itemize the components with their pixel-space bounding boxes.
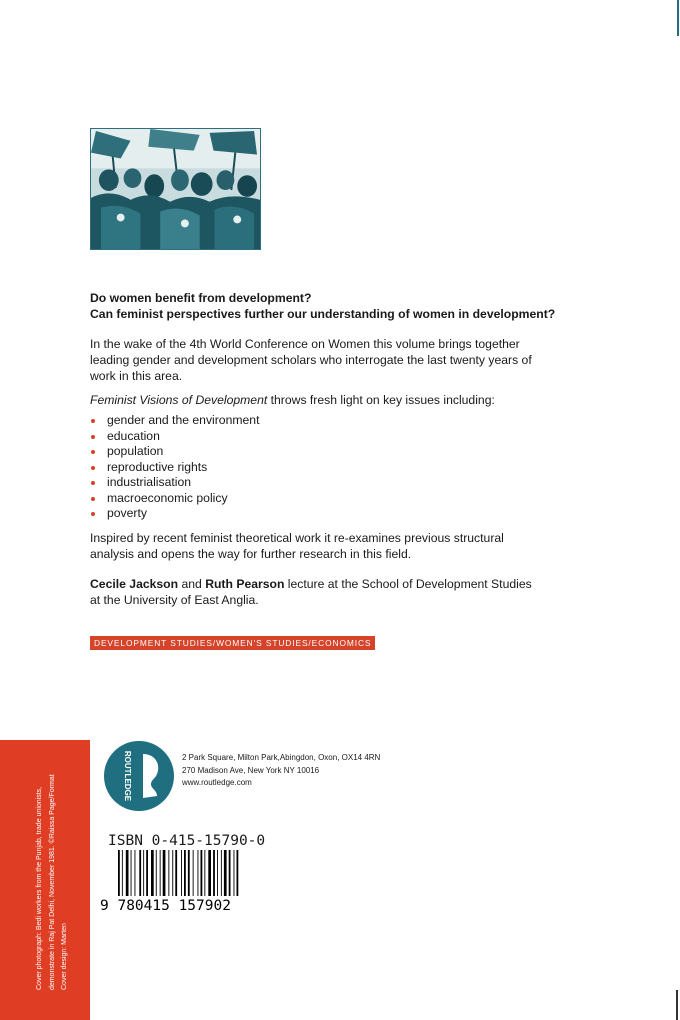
publisher-address-us: 270 Madison Ave, New York NY 10016 bbox=[182, 765, 320, 775]
issues-list bbox=[90, 413, 259, 522]
lead-questions bbox=[90, 290, 560, 322]
barcode-graphic bbox=[100, 850, 256, 912]
question-1: Do women benefit from development? bbox=[90, 291, 312, 305]
list-item: gender and the environment bbox=[90, 413, 259, 429]
credit-line: Cover photograph: Bedi workers from the Punjab, trade unionists, bbox=[36, 786, 43, 990]
bullet-icon bbox=[91, 512, 95, 516]
routledge-logo-icon bbox=[103, 740, 175, 812]
book-title: Feminist Visions of Development bbox=[90, 393, 268, 407]
intro-paragraph: In the wake of the 4th World Conference on Women this volume brings together leading gender and development scholars who interrogate the last twenty years of work in this area. bbox=[90, 337, 532, 383]
inspired-paragraph: Inspired by recent feminist theoretical work it re-examines previous structural analysis and opens the way for further research in this field. bbox=[90, 531, 504, 561]
list-item: reproductive rights bbox=[90, 460, 259, 476]
bullet-icon bbox=[91, 450, 95, 454]
bullet-icon bbox=[91, 435, 95, 439]
list-item: population bbox=[90, 444, 259, 460]
cover-photo bbox=[90, 128, 261, 250]
subject-tag: DEVELOPMENT STUDIES/WOMEN'S STUDIES/ECONOMICS bbox=[90, 636, 375, 650]
isbn-number: ISBN 0-415-15790-0 bbox=[108, 833, 266, 849]
cover-credits bbox=[34, 740, 72, 990]
edge-mark bbox=[676, 990, 678, 1020]
bullet-icon bbox=[91, 481, 95, 485]
bullet-icon bbox=[91, 419, 95, 423]
list-item: macroeconomic policy bbox=[90, 491, 259, 507]
credit-line: Cover design: Marten bbox=[61, 923, 68, 990]
edge-mark bbox=[677, 0, 679, 36]
author-1: Cecile Jackson bbox=[90, 577, 179, 591]
list-item: education bbox=[90, 429, 259, 445]
protest-photo-image bbox=[91, 129, 260, 249]
publisher-website: www.routledge.com bbox=[182, 778, 252, 787]
author-2: Ruth Pearson bbox=[205, 577, 285, 591]
authors-paragraph: Cecile Jackson and Ruth Pearson lecture at the School of Development Studies at the University of East Anglia. bbox=[90, 577, 532, 607]
publisher-info bbox=[182, 752, 380, 790]
credit-line: demonstrate in Raj Pat Delhi, November 1981. ©Raissa Page/Format bbox=[48, 774, 56, 990]
logo-wordmark: ROUTLEDGE bbox=[123, 750, 132, 802]
bullet-icon bbox=[91, 497, 95, 501]
lead-paragraph bbox=[90, 392, 540, 408]
barcode bbox=[100, 850, 256, 912]
question-2: Can feminist perspectives further our understanding of women in development? bbox=[90, 307, 556, 321]
bullet-icon bbox=[91, 466, 95, 470]
list-item: poverty bbox=[90, 506, 259, 522]
publisher-address-uk: 2 Park Square, Milton Park,Abingdon, Oxon, OX14 4RN bbox=[182, 753, 381, 762]
lead-rest: throws fresh light on key issues including: bbox=[267, 393, 495, 407]
list-item: industrialisation bbox=[90, 475, 259, 491]
barcode-digits: 9 780415 157902 bbox=[100, 898, 231, 912]
